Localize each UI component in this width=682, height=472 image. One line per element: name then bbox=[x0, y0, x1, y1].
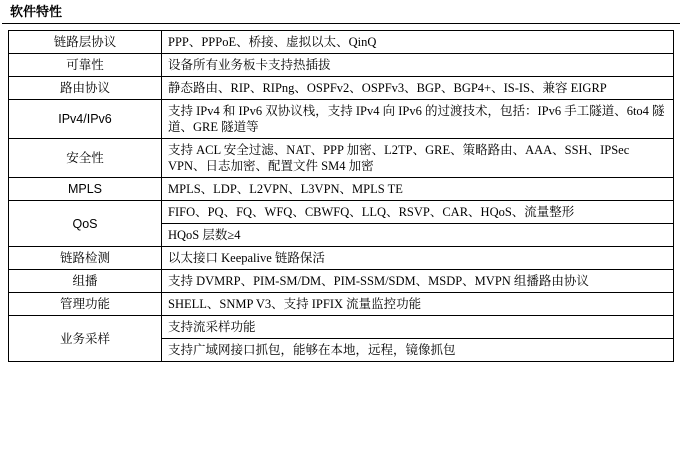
table-row bbox=[9, 316, 674, 339]
row-value: 支持 ACL 安全过滤、NAT、PPP 加密、L2TP、GRE、策略路由、AAA、SSH、IPSec VPN、日志加密、配置文件 SM4 加密 bbox=[162, 139, 674, 178]
row-label: 可靠性 bbox=[9, 54, 162, 77]
table-row bbox=[9, 178, 674, 201]
software-features-table bbox=[8, 30, 674, 362]
row-value: 支持流采样功能 bbox=[162, 316, 674, 339]
row-value-secondary: HQoS 层数≥4 bbox=[162, 224, 674, 247]
table-row bbox=[9, 77, 674, 100]
table-row bbox=[9, 139, 674, 178]
row-value: 静态路由、RIP、RIPng、OSPFv2、OSPFv3、BGP、BGP4+、IS-IS、兼容 EIGRP bbox=[162, 77, 674, 100]
row-label: MPLS bbox=[9, 178, 162, 201]
row-label: IPv4/IPv6 bbox=[9, 100, 162, 139]
title-divider bbox=[2, 23, 680, 24]
table-row bbox=[9, 293, 674, 316]
row-label: 业务采样 bbox=[9, 316, 162, 362]
row-label: 安全性 bbox=[9, 139, 162, 178]
table-body bbox=[9, 31, 674, 362]
table-row bbox=[9, 270, 674, 293]
row-value: MPLS、LDP、L2VPN、L3VPN、MPLS TE bbox=[162, 178, 674, 201]
row-label: 链路层协议 bbox=[9, 31, 162, 54]
row-value: 支持 DVMRP、PIM-SM/DM、PIM-SSM/SDM、MSDP、MVPN 组播路由协议 bbox=[162, 270, 674, 293]
table-row bbox=[9, 247, 674, 270]
row-label: 组播 bbox=[9, 270, 162, 293]
row-value: PPP、PPPoE、桥接、虚拟以太、QinQ bbox=[162, 31, 674, 54]
row-label: 管理功能 bbox=[9, 293, 162, 316]
table-row bbox=[9, 31, 674, 54]
table-row bbox=[9, 100, 674, 139]
row-label: 链路检测 bbox=[9, 247, 162, 270]
table-row bbox=[9, 201, 674, 224]
table-row bbox=[9, 54, 674, 77]
row-label: 路由协议 bbox=[9, 77, 162, 100]
row-value-secondary: 支持广域网接口抓包，能够在本地，远程，镜像抓包 bbox=[162, 339, 674, 362]
row-label: QoS bbox=[9, 201, 162, 247]
row-value: SHELL、SNMP V3、支持 IPFIX 流量监控功能 bbox=[162, 293, 674, 316]
row-value: 支持 IPv4 和 IPv6 双协议栈，支持 IPv4 向 IPv6 的过渡技术，包括：IPv6 手工隧道、6to4 隧道、GRE 隧道等 bbox=[162, 100, 674, 139]
page-title: 软件特性 bbox=[10, 4, 63, 19]
row-value: 以太接口 Keepalive 链路保活 bbox=[162, 247, 674, 270]
row-value: FIFO、PQ、FQ、WFQ、CBWFQ、LLQ、RSVP、CAR、HQoS、流量整形 bbox=[162, 201, 674, 224]
row-value: 设备所有业务板卡支持热插拔 bbox=[162, 54, 674, 77]
